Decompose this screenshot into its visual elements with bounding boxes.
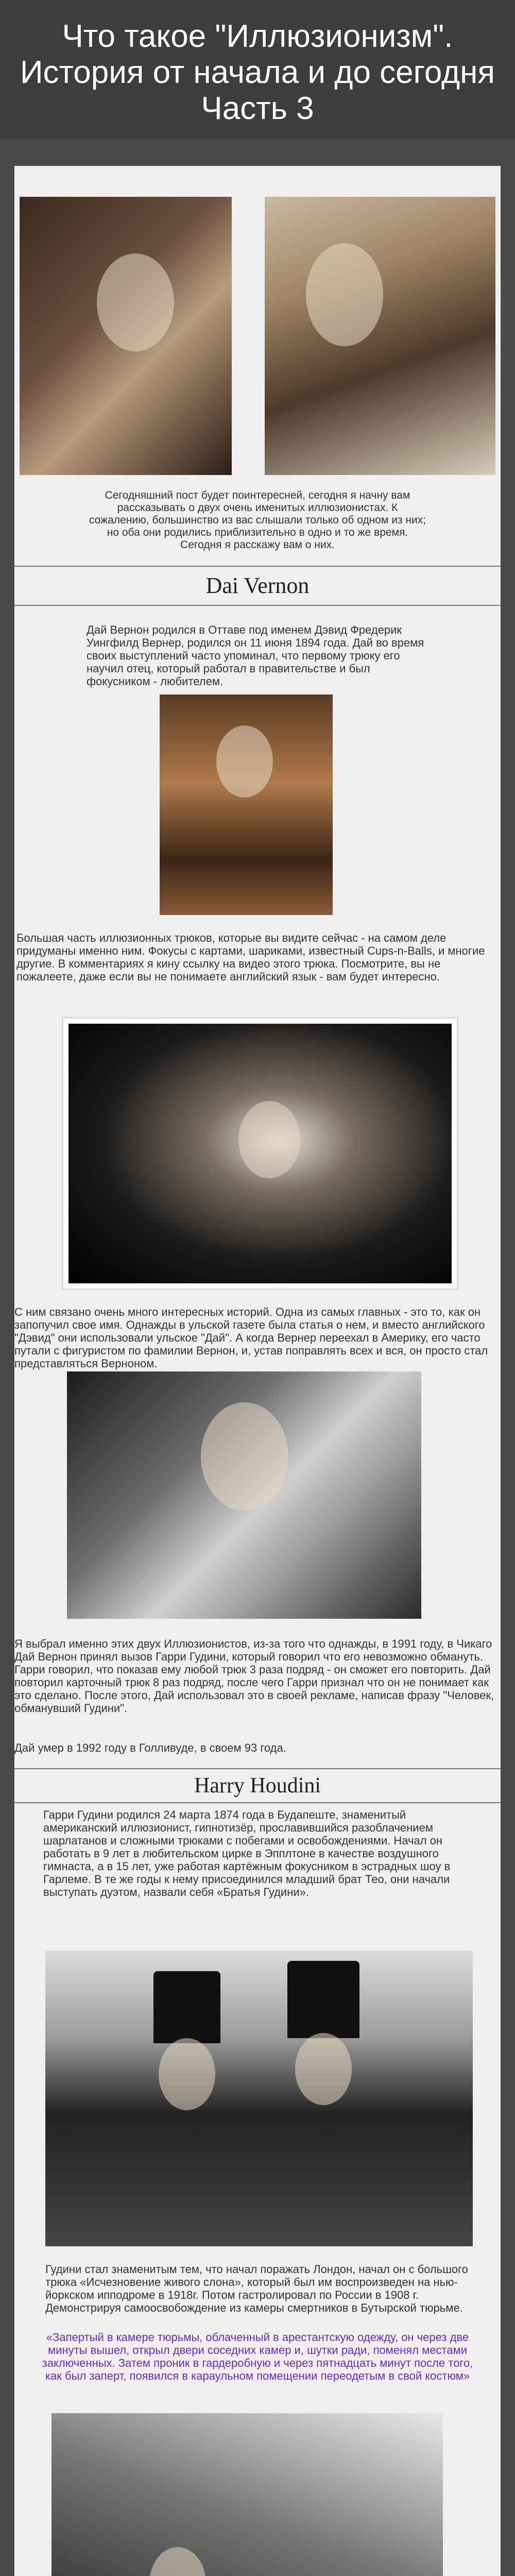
vernon-paragraph-5: Дай умер в 1992 году в Голливуде, в своем 93 года.: [14, 1741, 286, 1754]
intro-text: Сегодняшний пост будет поинтересней, сегодня я начну вам рассказывать о двух очень именитых иллюзионистах. К сожалению, большинство из вас слышали только об одном из них; но оба они родились приблизительно в одно и то же время. Сегодня я расскажу вам о них.: [89, 489, 426, 551]
photo-houdini-brothers: [45, 1951, 473, 2246]
section-title-houdini: Harry Houdini: [194, 1774, 321, 1798]
photo-houdini-chains: [52, 2413, 443, 2576]
photo-frame: [62, 1017, 458, 1290]
vernon-paragraph-2: Большая часть иллюзионных трюков, которые вы видите сейчас - на самом деле придуманы именно ним. Фокусы с картами, шариками, известный Cups-n-Balls, и многие другие. В комментариях я кину ссылку на видео этого трюка. Посмотрите, вы не пожалеете, даже если вы не понимаете английский язык - вам будет интересно.: [16, 931, 485, 983]
vernon-paragraph-4: Я выбрал именно этих двух Иллюзионистов, из-за того что однажды, в 1991 году, в Чикаго Дай Вернон принял вызов Гарри Гудини, который говорил что его невозможно обмануть. Гарри говорил, что показав ему любой трюк 3 раза подряд - он сможет его повторить. Дай повторил карточный трюк 8 раз подряд, после чего Гарри признал что он не понимает как это сделано. После этого, Дай использовал это в своей рекламе, написав фразу "Человек, обманувший Гудини".: [14, 1637, 494, 1715]
title-line-2: История от начала и до сегодня: [20, 55, 495, 90]
divider: [14, 566, 501, 567]
title-line-1: Что такое "Иллюзионизм".: [62, 19, 453, 54]
title-line-3: Часть 3: [201, 91, 314, 126]
vernon-paragraph-1: Дай Вернон родился в Оттаве под именем Дэвид Фредерик Уингфилд Вернер, родился он 11 июня 1894 года. Дай во время своих выступлений часто упоминал, что первому трюку его научил отец, который работал в правительстве и был фокусником - любителем.: [87, 623, 424, 688]
section-title-vernon: Dai Vernon: [205, 573, 310, 598]
divider: [14, 605, 501, 606]
houdini-paragraph-1: Гарри Гудини родился 24 марта 1874 года в Будапеште, знаменитый американский иллюзионист, гипнотизёр, прославившийся разоблачением шарлатанов и сложными трюками с побегами и освобождениями. Начал он работать в 9 лет в любительском цирке в Эпплтоне в качестве воздушного гимнаста, а в 15 лет, уже работая картёжным фокусником в эстрадных шоу в Гарлеме. В те же годы к нему присоединился младший брат Тео, они начали выступать дуэтом, назвали себя «Братья Гудини».: [43, 1808, 451, 1899]
vernon-paragraph-3: С ним связано очень много интересных историй. Одна из самых главных - это то, как он запопучил свое имя. Однажды в ульской газете была статья о нем, и вместо английского "Дэвид" они использовали ульское "Дай". А когда Вернер переехал в Америку, его часто путали с фигуристом по фамилии Вернон, и, устав поправлять всех и вся, он просто стал представляться Верноном.: [14, 1306, 488, 1370]
houdini-paragraph-2: Гудини стал знаменитым тем, что начал поражать Лондон, начал он с большого трюка «Исчезновение живого слона», который был им воспроизведен на нью-йоркском ипподроме в 1918г. Потом гастролировал по России в 1908 г. Демонстрируя самоосвобождение из камеры смертников в Бутырской тюрьме.: [45, 2263, 468, 2314]
photo-vernon-stage: [68, 1024, 452, 1283]
page-header: [0, 0, 515, 139]
photo-houdini-portrait: [265, 197, 495, 475]
photo-vernon-cards: [160, 694, 333, 915]
photo-vernon-portrait: [20, 197, 232, 475]
photo-vernon-elderly: [67, 1371, 421, 1619]
divider: [14, 1802, 501, 1803]
content-card: [14, 166, 501, 2576]
houdini-quote: «Запертый в камере тюрьмы, облаченный в арестантскую одежду, он через две минуты вышел, открыл двери соседних камер и, шутки ради, поменял местами заключенных. Затем проник в гардеробную и через пятнадцать минут после того, как был заперт, появился в караульном помещении переодетым в свой костюм»: [42, 2331, 473, 2382]
divider: [14, 1768, 501, 1769]
